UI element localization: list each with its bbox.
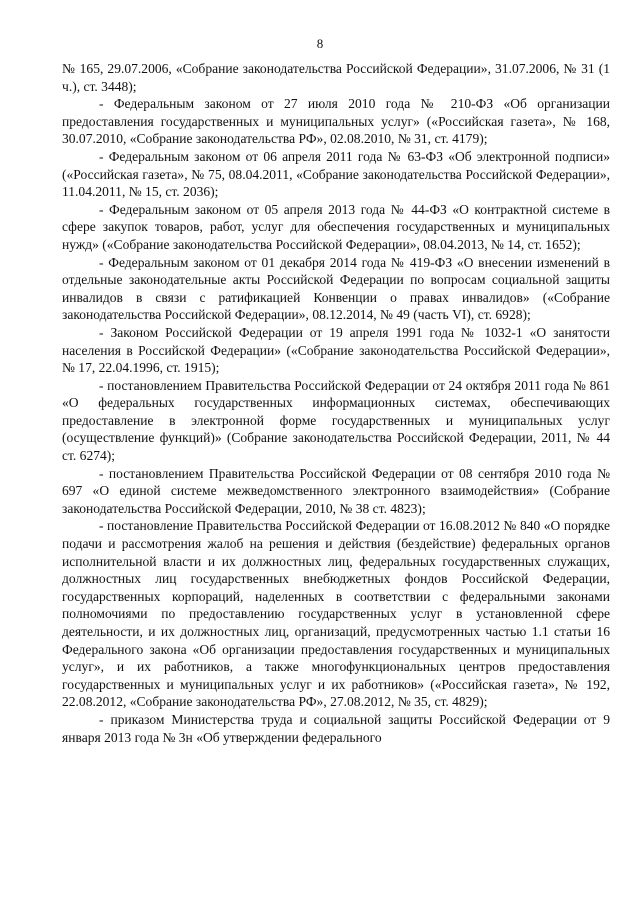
paragraph-decree-861: - постановлением Правительства Российской Федерации от 24 октября 2011 года № 861 «О федеральных государственных информационных системах, обеспечивающих предоставление в электронной форме государственных и муниципальных услуг (осуществление функций)» (Собрание законодательства Российской Федерации, 2011, № 44 ст. 6274); [62, 377, 610, 464]
paragraph-continuation: № 165, 29.07.2006, «Собрание законодательства Российской Федерации», 31.07.2006, № 31 (1 ч.), ст. 3448); [62, 61, 610, 94]
paragraph-decree-697: - постановлением Правительства Российской Федерации от 08 сентября 2010 года № 697 «О единой системе межведомственного электронного взаимодействия» (Собрание законодательства Российской Федерации, 2010, № 38 ст. 4823); [62, 465, 610, 516]
paragraph-law-1032-1: - Законом Российской Федерации от 19 апреля 1991 года № 1032-1 «О занятости населения в Российской Федерации» («Собрание законодательства Российской Федерации», № 17, 22.04.1996, ст. 1915); [62, 324, 610, 376]
paragraph-law-44fz: - Федеральным законом от 05 апреля 2013 года № 44-ФЗ «О контрактной системе в сфере закупок товаров, работ, услуг для обеспечения государственных и муниципальных нужд» («Собрание законодательства Российской Федерации», 08.04.2013, № 14, ст. 1652); [62, 201, 610, 252]
page-number: 8 [316, 36, 324, 51]
paragraph-law-210fz: - Федеральным законом от 27 июля 2010 года № 210-ФЗ «Об организации предоставления государственных и муниципальных услуг» («Российская газета», № 168, 30.07.2010, «Собрание законодательства РФ», 02.08.2010, № 31, ст. 4179); [62, 96, 610, 147]
paragraph-law-419fz: - Федеральным законом от 01 декабря 2014 года № 419-ФЗ «О внесении изменений в отдельные законодательные акты Российской Федерации по вопросам социальной защиты инвалидов в связи с ратификацией Конвенции о правах инвалидов» («Собрание законодательства Российской Федерации», 08.12.2014, № 49 (часть VI), ст. 6928); [62, 254, 610, 323]
paragraph-decree-840: - постановление Правительства Российской Федерации от 16.08.2012 № 840 «О порядке подачи и рассмотрения жалоб на решения и действия (бездействие) федеральных органов исполнительной власти и их должностных лиц, федеральных государственных служащих, должностных лиц государственных внебюджетных фондов Российской Федерации, государственных корпораций, наделенных в соответствии с федеральными законами полномочиями по предоставлению государственных услуг в установленной сфере деятельности, и их должностных лиц, организаций, предусмотренных частью 1.1 статьи 16 Федерального закона «Об организации предоставления государственных и муниципальных услуг», и их работников, а также многофункциональных центров предоставления государственных и муниципальных услуг и их работников» («Российская газета», № 192, 22.08.2012, «Собрание законодательства РФ», 27.08.2012, № 35, ст. 4829); [62, 518, 610, 710]
document-body [62, 60, 610, 746]
paragraph-order-3n: - приказом Министерства труда и социальной защиты Российской Федерации от 9 января 2013 года № 3н «Об утверждении федерального [62, 711, 610, 745]
paragraph-law-63fz: - Федеральным законом от 06 апреля 2011 года № 63-ФЗ «Об электронной подписи» («Российская газета», № 75, 08.04.2011, «Собрание законодательства Российской Федерации», 11.04.2011, № 15, ст. 2036); [62, 148, 610, 200]
